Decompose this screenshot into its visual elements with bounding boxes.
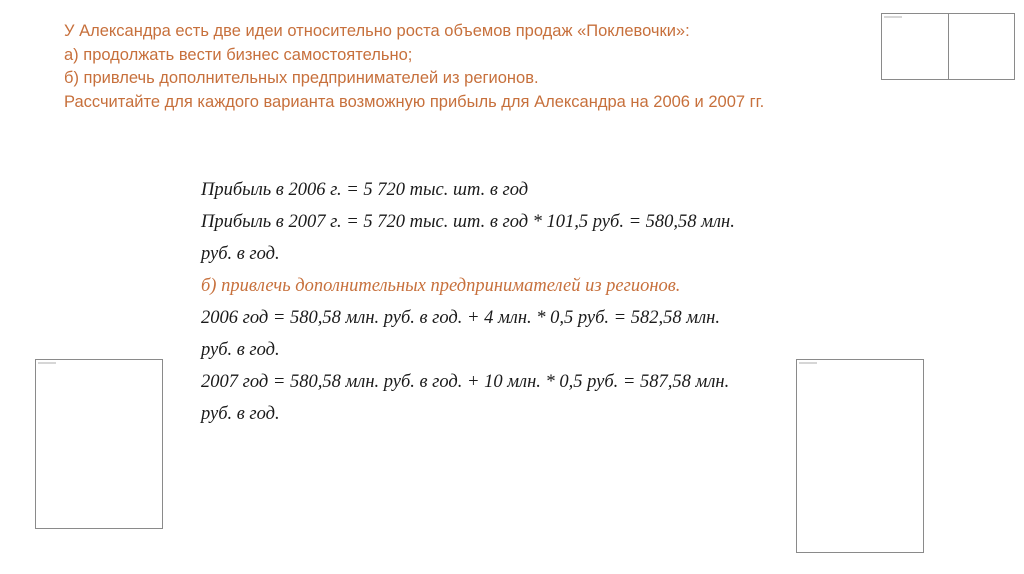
thumbnail-right <box>796 359 924 553</box>
calc-line-3: руб. в год. <box>201 244 280 264</box>
calc-line-1: Прибыль в 2006 г. = 5 720 тыс. шт. в год <box>201 180 529 200</box>
option-b-heading: б) привлечь дополнительных предпринимателей из регионов. <box>201 276 681 296</box>
header-line-2: а) продолжать вести бизнес самостоятельно; <box>64 45 413 64</box>
thumbnail-placeholder-mark <box>38 362 56 364</box>
calc-line-7: 2007 год = 580,58 млн. руб. в год. + 10 млн. * 0,5 руб. = 587,58 млн. <box>201 372 730 392</box>
calculation-text <box>201 174 781 430</box>
thumbnail-left <box>35 359 163 529</box>
header-line-4: Рассчитайте для каждого варианта возможную прибыль для Александра на 2006 и 2007 гг. <box>64 92 765 111</box>
header-line-3: б) привлечь дополнительных предпринимателей из регионов. <box>64 69 539 87</box>
calc-line-6: руб. в год. <box>201 340 280 360</box>
header-line-1: У Александра есть две идеи относительно роста объемов продаж «Поклевочки»: <box>64 22 690 40</box>
thumbnail-divider <box>948 14 949 79</box>
thumbnail-top-right <box>881 13 1015 80</box>
thumbnail-placeholder-mark <box>799 362 817 364</box>
calc-line-5: 2006 год = 580,58 млн. руб. в год. + 4 млн. * 0,5 руб. = 582,58 млн. <box>201 308 720 328</box>
calc-line-8: руб. в год. <box>201 404 280 424</box>
task-header <box>64 20 864 114</box>
thumbnail-placeholder-mark <box>884 16 902 18</box>
calc-line-2: Прибыль в 2007 г. = 5 720 тыс. шт. в год * 101,5 руб. = 580,58 млн. <box>201 212 735 232</box>
